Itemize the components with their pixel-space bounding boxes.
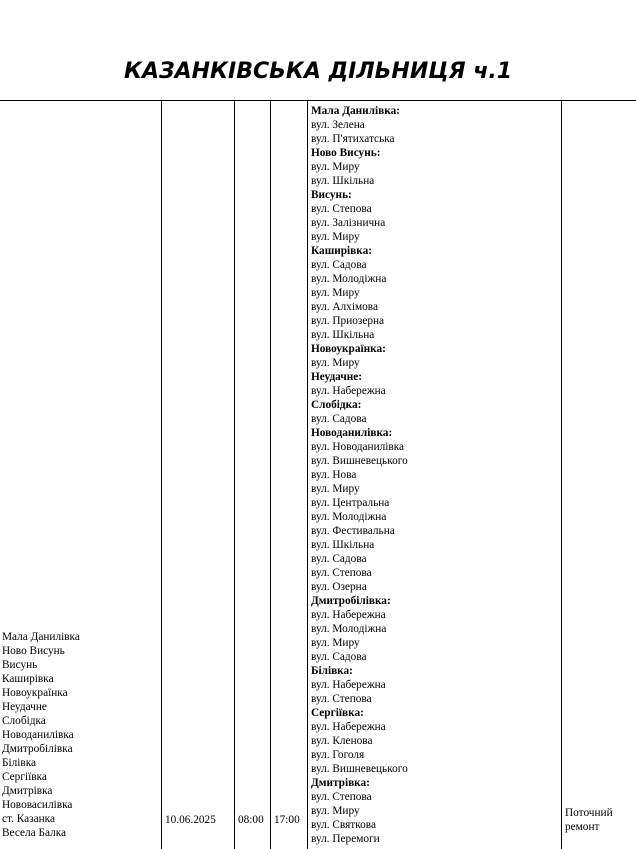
street-name: вул. Кленова <box>311 735 373 747</box>
village-name: Ново Висунь <box>2 645 65 657</box>
village-name: Новоукраїнка <box>2 687 68 699</box>
street-name: вул. Алхімова <box>311 301 378 313</box>
village-name: Каширівка <box>2 673 54 685</box>
time-end-cell: 17:00 <box>274 814 300 826</box>
street-name: вул. Залізнична <box>311 217 386 229</box>
village-name: Сергіївка <box>2 771 47 783</box>
street-name: вул. П'ятихатська <box>311 133 395 145</box>
street-name: вул. Набережна <box>311 385 386 397</box>
column-divider <box>161 100 162 849</box>
street-name: вул. Степова <box>311 567 372 579</box>
locality-heading: Дмитробілівка: <box>311 595 391 607</box>
village-name: Слобідка <box>2 715 46 727</box>
locality-heading: Слобідка: <box>311 399 362 411</box>
village-name: Нововасилівка <box>2 799 73 811</box>
street-name: вул. Нова <box>311 469 357 481</box>
locality-heading: Дмитрівка: <box>311 777 370 789</box>
street-name: вул. Молодіжна <box>311 511 387 523</box>
street-name: вул. Степова <box>311 203 372 215</box>
street-name: вул. Степова <box>311 791 372 803</box>
village-name: ст. Казанка <box>2 813 56 825</box>
reason-text: ремонт <box>565 821 600 833</box>
street-name: вул. Степова <box>311 693 372 705</box>
street-name: вул. Центральна <box>311 497 390 509</box>
reason-cell <box>565 806 613 834</box>
street-name: вул. Святкова <box>311 819 377 831</box>
street-name: вул. Набережна <box>311 679 386 691</box>
village-name: Мала Данилівка <box>2 631 80 643</box>
street-name: вул. Садова <box>311 413 367 425</box>
streets-cell <box>311 104 408 846</box>
table-top-border <box>0 100 636 101</box>
street-name: вул. Фестивальна <box>311 525 395 537</box>
street-name: вул. Садова <box>311 259 367 271</box>
street-name: вул. Озерна <box>311 581 367 593</box>
locality-heading: Новоданилівка: <box>311 427 393 439</box>
street-name: вул. Гоголя <box>311 749 365 761</box>
locality-heading: Висунь: <box>311 189 352 201</box>
locality-heading: Неудачне: <box>311 371 363 383</box>
street-name: вул. Миру <box>311 357 360 369</box>
villages-cell <box>2 630 80 840</box>
column-divider <box>561 100 562 849</box>
outage-table <box>0 100 636 849</box>
street-name: вул. Шкільна <box>311 329 375 341</box>
street-name: вул. Миру <box>311 483 360 495</box>
street-name: вул. Молодіжна <box>311 273 387 285</box>
street-name: вул. Набережна <box>311 609 386 621</box>
date-cell: 10.06.2025 <box>165 814 216 826</box>
street-name: вул. Новоданилівка <box>311 441 405 453</box>
village-name: Дмитрівка <box>2 785 53 797</box>
street-name: вул. Шкільна <box>311 175 375 187</box>
reason-text: Поточний <box>565 807 613 819</box>
street-name: вул. Вишневецького <box>311 455 408 467</box>
street-name: вул. Перемоги <box>311 833 380 845</box>
street-name: вул. Миру <box>311 231 360 243</box>
village-name: Весела Балка <box>2 827 67 839</box>
locality-heading: Каширівка: <box>311 245 373 257</box>
locality-heading: Мала Данилівка: <box>311 105 400 117</box>
street-name: вул. Набережна <box>311 721 386 733</box>
street-name: вул. Садова <box>311 553 367 565</box>
street-name: вул. Садова <box>311 651 367 663</box>
village-name: Новоданилівка <box>2 729 74 741</box>
time-start-cell: 08:00 <box>238 814 264 826</box>
column-divider <box>234 100 235 849</box>
locality-heading: Ново Висунь: <box>311 147 381 159</box>
locality-heading: Сергіївка: <box>311 707 364 719</box>
street-name: вул. Миру <box>311 637 360 649</box>
village-name: Неудачне <box>2 701 47 713</box>
locality-heading: Білівка: <box>311 665 353 677</box>
village-name: Дмитробілівка <box>2 743 73 755</box>
column-divider <box>270 100 271 849</box>
column-divider <box>307 100 308 849</box>
page-title: КАЗАНКІВСЬКА ДІЛЬНИЦЯ ч.1 <box>123 59 513 84</box>
village-name: Білівка <box>2 757 37 769</box>
street-name: вул. Молодіжна <box>311 623 387 635</box>
street-name: вул. Миру <box>311 161 360 173</box>
street-name: вул. Зелена <box>311 119 365 131</box>
street-name: вул. Миру <box>311 805 360 817</box>
street-name: вул. Миру <box>311 287 360 299</box>
street-name: вул. Вишневецького <box>311 763 408 775</box>
village-name: Висунь <box>2 659 38 671</box>
street-name: вул. Приозерна <box>311 315 385 327</box>
locality-heading: Новоукраїнка: <box>311 343 386 355</box>
street-name: вул. Шкільна <box>311 539 375 551</box>
